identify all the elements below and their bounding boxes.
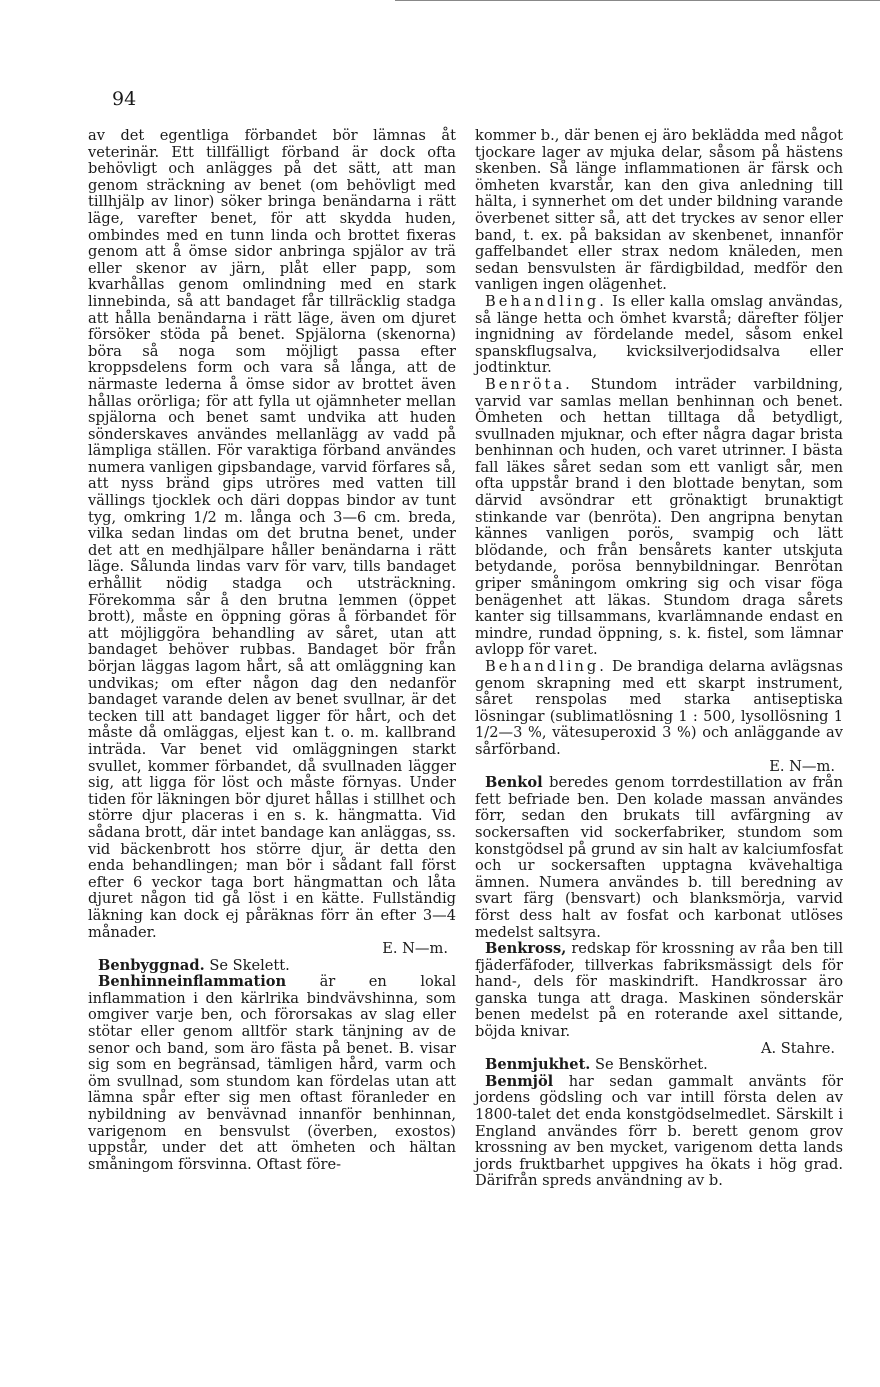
entry-benkol: Benkol beredes genom torrdestillation av från fett befriade ben. Den kolade massan användes förr, sedan den brukats till avfärgning av sockersaften vid sockerfabriker, stundom som konstgödsel på grund av sin halt av kalciumfosfat och ur sockersaften upptagna kvävehaltiga ämnen. Numera användes b. till beredning av svart färg (bensvart) och blanksmörja, varvid först dess halt av fosfat och karbonat utlöses medelst saltsyra.	[475, 774, 843, 941]
subsection-label: Benröta.	[485, 375, 573, 393]
left-column	[88, 128, 456, 1173]
entry-benkross: Benkross, redskap för krossning av råa ben till fjäderfäfoder, tillverkas fabriksmässigt dels för hand-, dels för maskindrift. Handkrossar äro ganska tunga att draga. Maskinen sönderskär benen medelst på en roterande axel sittande, böjda knivar. A. Stahre.	[475, 940, 843, 1057]
entry-headword: Benhinneinflammation	[98, 973, 287, 991]
subsection-label: Behandling.	[485, 292, 607, 310]
page-number: 94	[112, 88, 137, 110]
entry-benmjukhet: Benmjukhet. Se Benskörhet.	[485, 1056, 708, 1074]
entry-benbyggnad: Benbyggnad. Se Skelett.	[98, 956, 290, 974]
entry-headword: Benmjukhet.	[485, 1056, 591, 1074]
author-signature: A. Stahre.	[760, 1039, 835, 1057]
entry-benhinneinflammation: Benhinneinflammation är en lokal inflammation i den kärlrika bindvävshinna, som omgiver varje ben, och förorsakas av slag eller stötar eller genom alltför stark tänjning av de senor och band, som äro fästa på benet. B. visar sig som en begränsad, tämligen hård, varm och öm svullnad, som stundom kan fördelas utan att lämna spår efter sig men oftast föranleder en nybildning av benvävnad innanför benhinnan, varigenom en bensvulst (överben, exostos) uppstår, under det att ömheten och hältan småningom försvinna. Oftast före-	[88, 973, 457, 1173]
author-signature: E. N—m.	[382, 940, 448, 958]
entry-headword: Benbyggnad.	[98, 956, 205, 974]
subsection-label: Behandling.	[485, 658, 607, 675]
right-column	[475, 128, 843, 1190]
continued-paragraph: kommer b., där benen ej äro beklädda med något tjockare lager av mjuka delar, såsom på hästens skenben. Så länge inflammationen är färsk och ömheten kvarstår, kan den giva anledning till hälta, i synnerhet om det under bildning varande överbenet sitter så, att det tryckes av senor eller band, t. ex. på baksidan av skenbenet, innanför gaffelbandet eller strax nedom knäleden, men sedan bensvulsten är färdigbildad, medför den vanligen ingen olägenhet.	[475, 127, 843, 294]
entry-headword: Benkol	[485, 774, 543, 792]
subsection-behandling-1: Behandling. Is eller kalla omslag användas, så länge hetta och ömhet kvarstå; därefter följer ingnidning av fördelande medel, såsom enkel spanskflugsalva, kvicksilverjodidsalva eller jodtinktur.	[475, 292, 843, 377]
subsection-behandling-2: Behandling. De brandiga delarna avlägsnas genom skrapning med ett skarpt instrument, såret renspolas med starka antiseptiska lösningar (sublimatlösning 1 : 500, lysollösning 1 1/2—3 %, vätesuperoxid 3 %) och anläggande av sårförband. E. N—m.	[475, 658, 843, 775]
entry-headword: Benmjöl	[485, 1072, 554, 1090]
entry-benmjol: Benmjöl har sedan gammalt använts för jordens gödsling och var intill första delen av 1800-talet det enda konstgödselmedlet. Särskilt i England användes förr b. berett genom grov krossning av ben mycket, varigenom detta lands jords fruktbarhet uppgives ha ökats i hög grad. Därifrån spreds användning av b.	[475, 1072, 844, 1190]
entry-headword: Benkross,	[485, 940, 567, 958]
subsection-benrota: Benröta. Stundom inträder varbildning, varvid var samlas mellan benhinnan och benet. Ömheten och hettan tilltaga då betydligt, svullnaden mjuknar, och efter några dagar brista benhinnan och huden, och varet utrinner. I bästa fall läkes såret sedan som ett vanligt sår, men ofta uppstår brand i den blottade benytan, som därvid avsöndrar ett grönaktigt brunaktigt stinkande var (benröta). Den angripna benytan kännes vanligen porös, svampig och lätt blödande, och från bensårets kanter utskjuta betydande, porösa bennybildningar. Benrötan griper småningom omkring sig och visar föga benägenhet att läkas. Stundom draga sårets kanter sig tillsammans, kvarlämnande endast en mindre, rundad öppning, s. k. fistel, som lämnar avlopp för varet.	[475, 375, 844, 659]
author-signature: E. N—m.	[769, 757, 835, 775]
top-rule	[395, 0, 880, 1]
continued-paragraph: av det egentliga förbandet bör lämnas åt veterinär. Ett tillfälligt förband är dock ofta behövligt och anlägges på det sätt, att man genom sträckning av benet (om behövligt med tillhjälp av linor) söker bringa benändarna i rätt läge, varefter benet, för att skydda huden, ombindes med en tunn linda och brottet fixeras genom att å ömse sidor anbringa spjälor av trä eller skenor av järn, plåt eller papp, som kvarhållas genom omlindning med en stark linnebinda, så att bandaget får tillräcklig stadga att hålla benändarna i rätt läge, även om djuret försöker stöda på benet. Spjälorna (skenorna) böra så noga som möjligt passa efter kroppsdelens form och vara så långa, att de närmaste lederna å ömse sidor av brottet även hållas orörliga; för att fylla ut ojämnheter mellan spjälorna och benet samt undvika att huden sönderskaves användes mellanlägg av vadd på lämpliga ställen. För varaktiga förband användes numera vanligen gipsbandage, varvid förfares så, att nyss bränd gips utröres med vatten till vällings tjocklek och däri doppas bindor av tunt tyg, omkring 1/2 m. långa och 3—6 cm. breda, vilka sedan lindas om det brutna benet, under det att en medhjälpare håller benändarna i rätt läge. Sålunda lindas varv för varv, tills bandaget erhållit nödig stadga och utsträckning. Förekomma sår å den brutna lemmen (öppet brott), måste en öppning göras å förbandet för att möjliggöra behandling av såret, utan att bandaget behöver rubbas. Bandaget bör från början läggas lagom hårt, så att omläggning kan undvikas; om efter någon dag den nedanför bandaget varande delen av benet svullnar, är det tecken till att bandaget ligger för hårt, och det måste då omläggas, eljest kan t. o. m. kallbrand inträda. Var benet vid omläggningen starkt svullet, kommer förbandet, då svullnaden lägger sig, att ligga för löst och måste förnyas. Under tiden för läkningen bör djuret hållas i stillhet och större djur placeras i en s. k. hängmatta. Vid sådana brott, där intet bandage kan anläggas, ss. vid bäckenbrott hos större djur, är detta den enda behandlingen; man bör i sådant fall först efter 6 veckor taga bort hängmattan och låta djuret någon tid gå löst i en kätte. Fullständig läkning kan dock ej påräknas förr än efter 3—4 månader. E. N—m.	[88, 127, 456, 958]
